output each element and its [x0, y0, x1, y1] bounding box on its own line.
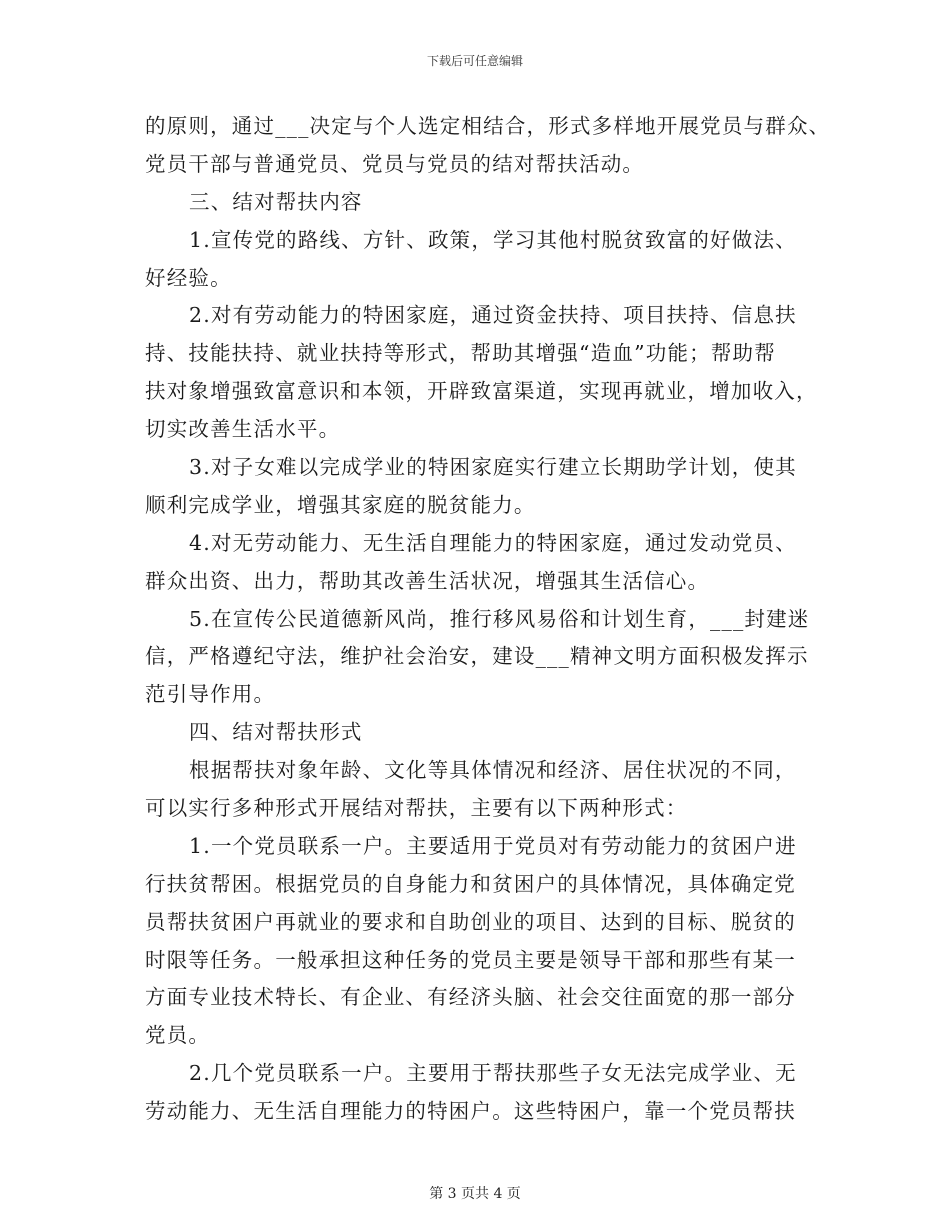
- text-line: 4.对无劳动能力、无生活自理能力的特困家庭，通过发动党员、: [189, 530, 797, 555]
- text-line: 5.在宣传公民道德新风尚，推行移风易俗和计划生育，___封建迷: [189, 606, 810, 631]
- section-heading: 四、结对帮扶形式: [189, 720, 363, 745]
- text-line: 员帮扶贫困户再就业的要求和自助创业的项目、达到的目标、脱贫的: [145, 909, 796, 934]
- text-line: 党员。: [145, 1023, 211, 1048]
- text-line: 2.几个党员联系一户。主要用于帮扶那些子女无法完成学业、无: [189, 1061, 797, 1086]
- text-line: 3.对子女难以完成学业的特困家庭实行建立长期助学计划，使其: [189, 455, 797, 480]
- text-line: 信，严格遵纪守法，维护社会治安，建设___精神文明方面积极发挥示: [145, 644, 809, 669]
- text-line: 切实改善生活水平。: [145, 417, 341, 442]
- text-line: 好经验。: [145, 265, 232, 290]
- page-footer: 第 3 页共 4 页: [429, 1186, 521, 1202]
- text-line: 行扶贫帮困。根据党员的自身能力和贫困户的具体情况，具体确定党: [145, 871, 796, 896]
- document-body: [145, 108, 831, 1131]
- page-header: 下载后可任意编辑: [426, 54, 523, 68]
- text-line: 顺利完成学业，增强其家庭的脱贫能力。: [145, 492, 536, 517]
- text-line: 时限等任务。一般承担这种任务的党员主要是领导干部和那些有某一: [145, 947, 796, 972]
- text-line: 范引导作用。: [145, 682, 276, 707]
- text-line: 扶对象增强致富意识和本领，开辟致富渠道，实现再就业，增加收入，: [145, 379, 818, 404]
- text-line: 2.对有劳动能力的特困家庭，通过资金扶持、项目扶持、信息扶: [189, 303, 797, 328]
- text-line: 可以实行多种形式开展结对帮扶，主要有以下两种形式：: [145, 796, 688, 821]
- text-line: 群众出资、出力，帮助其改善生活状况，增强其生活信心。: [145, 568, 710, 593]
- section-heading: 三、结对帮扶内容: [189, 189, 363, 214]
- text-line: 党员干部与普通党员、党员与党员的结对帮扶活动。: [145, 151, 645, 176]
- text-line: 劳动能力、无生活自理能力的特困户。这些特困户，靠一个党员帮扶: [145, 1099, 796, 1124]
- text-line: 方面专业技术特长、有企业、有经济头脑、社会交往面宽的那一部分: [145, 985, 796, 1010]
- text-line: 根据帮扶对象年龄、文化等具体情况和经济、居住状况的不同，: [189, 758, 797, 783]
- text-line: 1.一个党员联系一户。主要适用于党员对有劳动能力的贫困户进: [189, 833, 797, 858]
- text-line: 的原则，通过___决定与个人选定相结合，形式多样地开展党员与群众、: [145, 114, 831, 138]
- text-line: 持、技能扶持、就业扶持等形式，帮助其增强“造血”功能；帮助帮: [145, 341, 776, 366]
- text-line: 1.宣传党的路线、方针、政策，学习其他村脱贫致富的好做法、: [189, 227, 797, 252]
